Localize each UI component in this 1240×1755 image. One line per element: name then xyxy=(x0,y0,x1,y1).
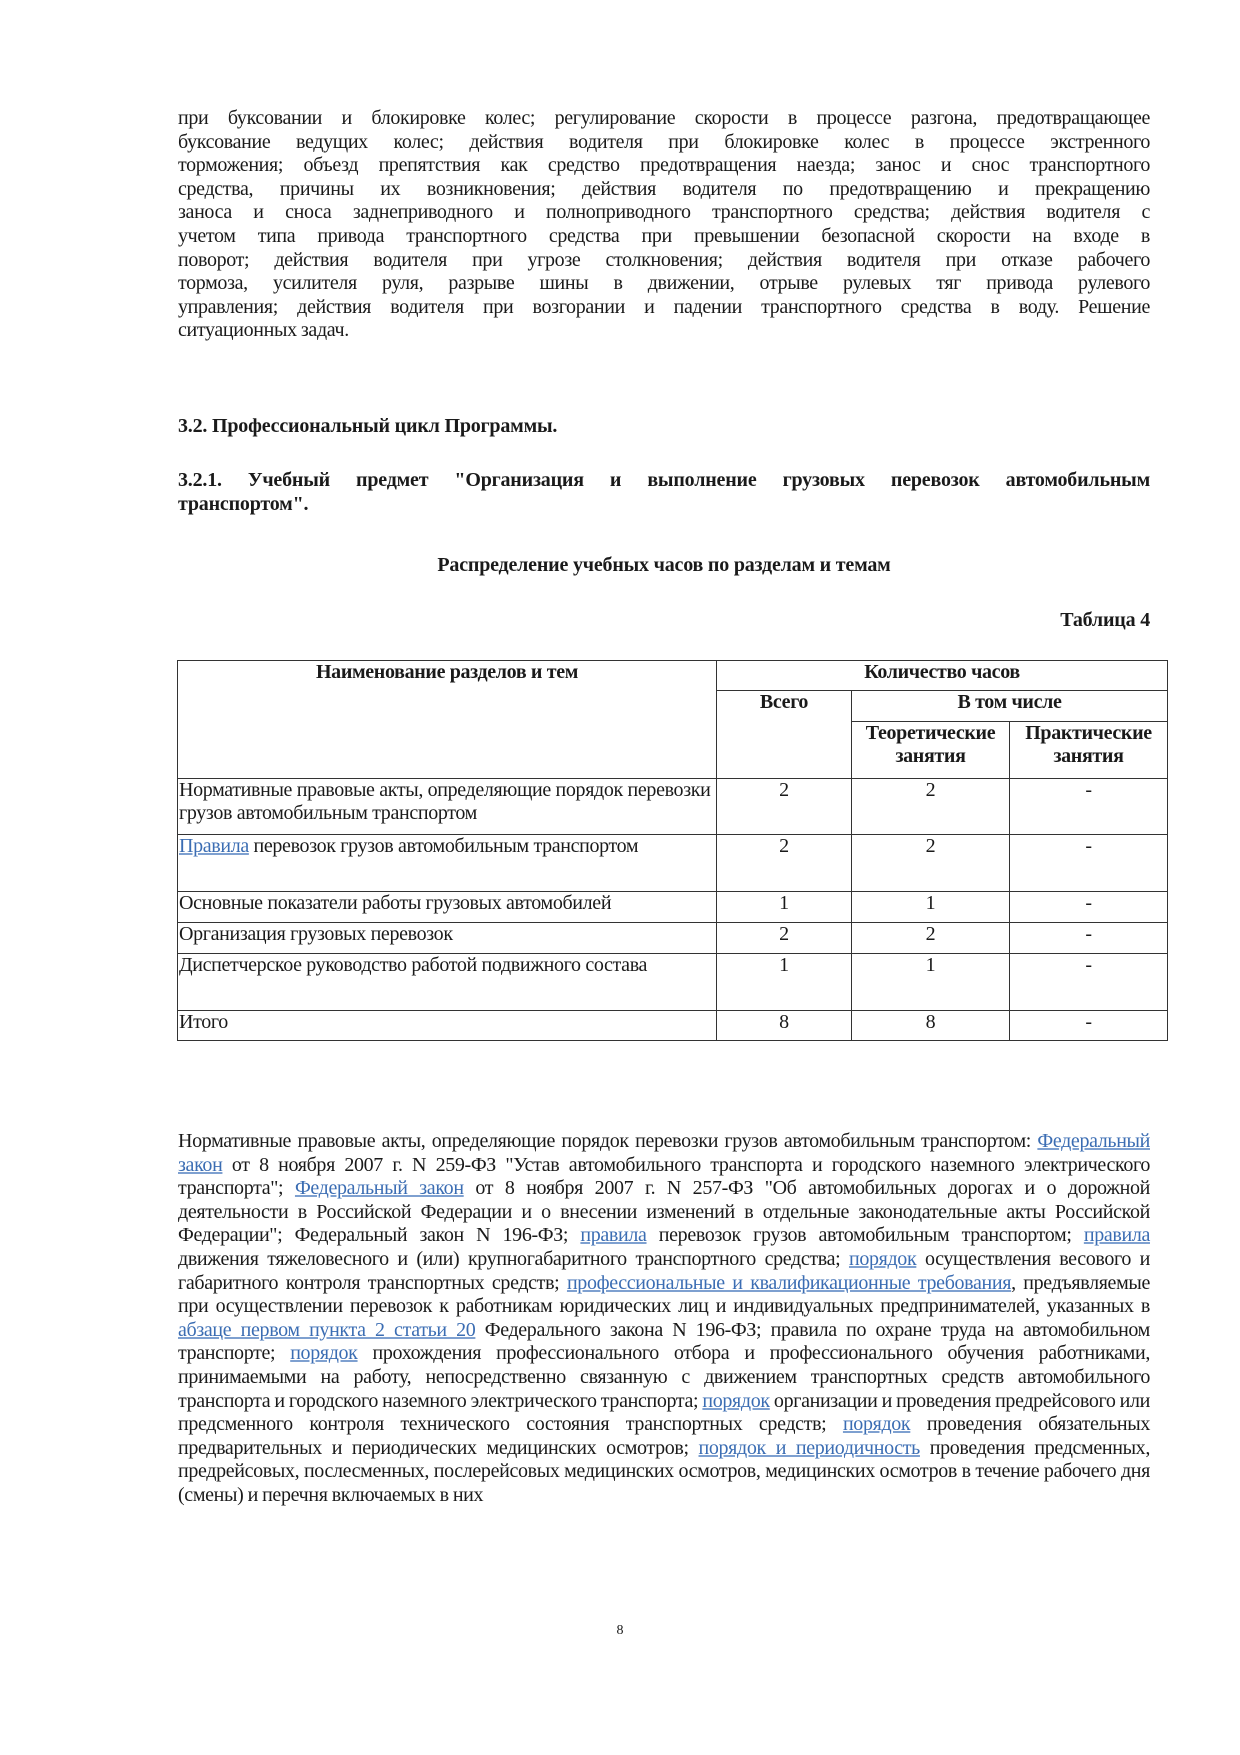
row-total: 1 xyxy=(717,954,852,1011)
row-theory: 2 xyxy=(852,923,1010,954)
legal-reference-link[interactable]: правила xyxy=(1083,1224,1150,1247)
legal-reference-link[interactable]: абзаце первом пункта 2 статьи 20 xyxy=(178,1318,476,1341)
legal-reference-link[interactable]: профессиональные и квалификационные требования xyxy=(566,1271,1012,1294)
row-practice: - xyxy=(1010,779,1168,835)
legal-reference-link[interactable]: порядок xyxy=(290,1342,358,1365)
header-practice: Практические занятия xyxy=(1010,722,1168,779)
paragraph-text: проведения предсменных, предрейсовых, послесменных, послерейсовых медицинских осмотров, медицинских осмотров в течение рабочего дня (смены) и перечня включаемых в них xyxy=(178,1436,1150,1506)
legal-reference-link[interactable]: Федеральный закон xyxy=(178,1130,1150,1176)
legal-reference-link[interactable]: порядок xyxy=(702,1389,770,1412)
paragraph-text: проведения обязательных предварительных и периодических медицинских осмотров; xyxy=(178,1413,1150,1459)
row-name-text: перевозок грузов автомобильным транспортом xyxy=(248,835,639,857)
legal-reference-link[interactable]: правила xyxy=(580,1224,647,1247)
row-total: 2 xyxy=(717,923,852,954)
subsection-heading-line1: 3.2.1. Учебный предмет "Организация и выполнение грузовых перевозок автомобильным xyxy=(178,469,1150,491)
legal-reference-link[interactable]: порядок и периодичность xyxy=(698,1436,920,1459)
row-total: 1 xyxy=(717,892,852,923)
intro-paragraph xyxy=(178,107,1150,343)
row-theory: 1 xyxy=(852,954,1010,1011)
paragraph-text: от 8 ноября 2007 г. N 257-ФЗ "Об автомобильных дорогах и о дорожной деятельности в Российской Федерации и о внесении изменений в отдельные законодательные акты Российской Федерации"; Федеральный закон N 196-ФЗ; xyxy=(178,1177,1150,1247)
table-label: Таблица 4 xyxy=(1060,609,1150,631)
row-theory: 2 xyxy=(852,779,1010,835)
page-number: 8 xyxy=(616,1623,624,1638)
table-row-total xyxy=(178,1011,1168,1041)
paragraph-text: от 8 ноября 2007 г. N 259-ФЗ "Устав автомобильного транспорта и городского наземного электрического транспорта"; xyxy=(178,1153,1150,1200)
text-line: управления; действия водителя при возгорании и падении транспортного средства в воду. Решение xyxy=(178,295,1150,318)
row-practice: - xyxy=(1010,954,1168,1011)
table-row xyxy=(178,923,1168,954)
paragraph-text: осуществления весового и габаритного контроля транспортных средств; xyxy=(178,1247,1150,1294)
paragraph-text: перевозок грузов автомобильным транспортом; xyxy=(646,1224,1084,1247)
row-theory: 8 xyxy=(852,1011,1010,1041)
paragraph-text: Федерального закона N 196-ФЗ; правила по охране труда на автомобильном транспорте; xyxy=(178,1318,1150,1365)
table-row xyxy=(178,954,1168,1011)
text-line: средства, причины их возникновения; действия водителя по предотвращению и прекращению xyxy=(178,177,1150,200)
text-line: заноса и сноса заднеприводного и полноприводного транспортного средства; действия водителя с xyxy=(178,201,1150,224)
row-practice: - xyxy=(1010,835,1168,892)
row-total: 8 xyxy=(717,1011,852,1041)
rules-link[interactable]: Правила xyxy=(179,835,249,857)
subsection-heading-line2: транспортом". xyxy=(178,493,309,515)
row-practice: - xyxy=(1010,1011,1168,1041)
table-title: Распределение учебных часов по разделам и темам xyxy=(437,554,891,576)
text-line: учетом типа привода транспортного средства при превышении безопасной скорости на входе в xyxy=(178,224,1150,247)
hours-distribution-table xyxy=(177,660,1168,1041)
legal-acts-paragraph xyxy=(178,1130,1150,1508)
paragraph-text: организации и проведения предрейсового или предсменного контроля технического состояния транспортных средств; xyxy=(178,1389,1150,1436)
row-name xyxy=(178,835,717,892)
legal-reference-link[interactable]: порядок xyxy=(842,1413,911,1436)
row-name: Организация грузовых перевозок xyxy=(178,923,717,954)
text-line: при буксовании и блокировке колес; регулирование скорости в процессе разгона, предотвращающее xyxy=(178,107,1150,129)
text-line: ситуационных задач. xyxy=(178,319,349,342)
text-line: буксование ведущих колес; действия водителя при блокировке колес в процессе экстренного xyxy=(178,130,1150,153)
paragraph-text: Нормативные правовые акты, определяющие порядок перевозки грузов автомобильным транспортом: xyxy=(178,1130,1038,1152)
row-practice: - xyxy=(1010,923,1168,954)
paragraph-text: движения тяжеловесного и (или) крупногабаритного транспортного средства; xyxy=(178,1247,849,1270)
legal-reference-link[interactable]: порядок xyxy=(848,1247,917,1270)
row-theory: 1 xyxy=(852,892,1010,923)
header-section-name: Наименование разделов и тем xyxy=(178,661,717,779)
row-name: Основные показатели работы грузовых автомобилей xyxy=(178,892,717,923)
paragraph-text: прохождения профессионального отбора и профессионального обучения работниками, принимаемыми на работу, непосредственно связанную с движением транспортных средств автомобильного транспорта и городского наземного электрического транспорта; xyxy=(178,1342,1150,1412)
row-theory: 2 xyxy=(852,835,1010,892)
row-name: Нормативные правовые акты, определяющие порядок перевозки грузов автомобильным транспортом xyxy=(178,779,717,835)
text-line: тормоза, усилителя руля, разрыве шины в движении, отрыве рулевых тяг привода рулевого xyxy=(178,272,1150,295)
header-hours-count: Количество часов xyxy=(717,661,1168,691)
subsection-heading xyxy=(178,468,1150,516)
section-heading: 3.2. Профессиональный цикл Программы. xyxy=(178,415,558,437)
table-row xyxy=(178,779,1168,835)
paragraph-text: , предъявляемые при осуществлении перевозок к работникам юридических лиц и индивидуальных предпринимателей, указанных в xyxy=(178,1271,1150,1318)
row-name: Диспетчерское руководство работой подвижного состава xyxy=(178,954,717,1011)
header-theory: Теоретические занятия xyxy=(852,722,1010,779)
text-line: поворот; действия водителя при угрозе столкновения; действия водителя при отказе рабочего xyxy=(178,248,1150,271)
legal-reference-link[interactable]: Федеральный закон xyxy=(294,1177,464,1200)
table-row xyxy=(178,835,1168,892)
row-practice: - xyxy=(1010,892,1168,923)
header-total: Всего xyxy=(717,691,852,779)
table-row xyxy=(178,892,1168,923)
text-line: торможения; объезд препятствия как средство предотвращения наезда; занос и снос транспортного xyxy=(178,154,1150,177)
header-including: В том числе xyxy=(852,691,1168,722)
row-total: 2 xyxy=(717,835,852,892)
row-name: Итого xyxy=(178,1011,717,1041)
row-total: 2 xyxy=(717,779,852,835)
